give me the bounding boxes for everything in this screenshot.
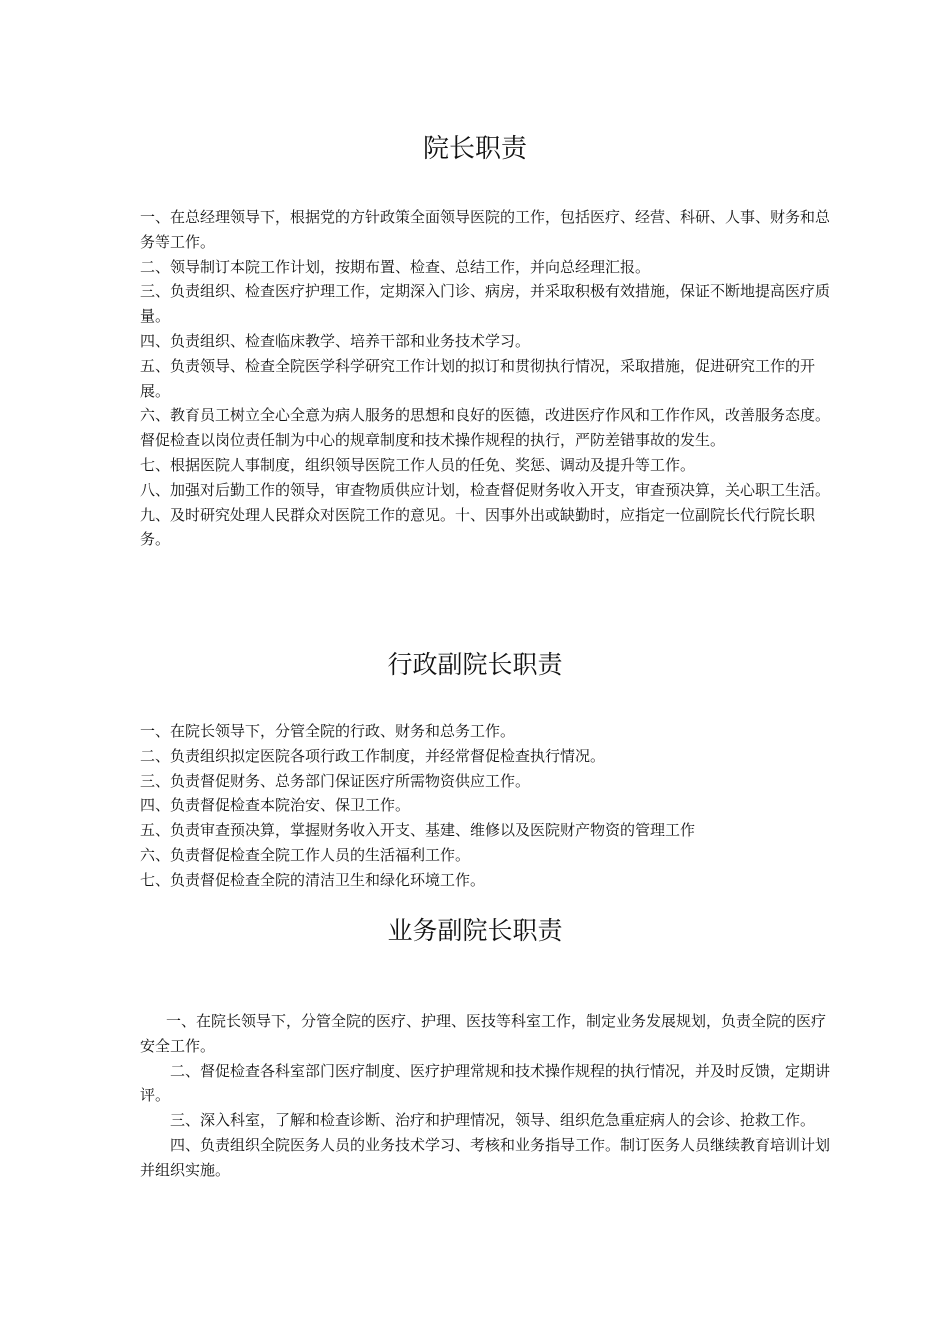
section-title-admin-vice-director: 行政副院长职责 [387,650,563,679]
duty-item: 六、负责督促检查全院工作人员的生活福利工作。 [140,845,471,864]
duty-item: 九、及时研究处理人民群众对医院工作的意见。十、因事外出或缺勤时，应指定一位副院长代行院长职务。 [140,505,816,549]
duty-item: 八、加强对后勤工作的领导，审查物质供应计划，检查督促财务收入开支，审查预决算，关心职工生活。 [140,480,831,499]
duty-item: 一、在院长领导下，分管全院的医疗、护理、医技等科室工作，制定业务发展规划，负责全院的医疗安全工作。 [140,1012,827,1055]
section-title-medical-vice-director: 业务副院长职责 [387,916,563,945]
duty-item: 二、领导制订本院工作计划，按期布置、检查、总结工作，并向总经理汇报。 [140,257,651,276]
duty-item: 三、深入科室，了解和检查诊断、治疗和护理情况，领导、组织危急重症病人的会诊、抢救工作。 [170,1111,816,1130]
duty-item: 三、负责督促财务、总务部门保证医疗所需物资供应工作。 [140,771,531,790]
duty-item: 一、在院长领导下，分管全院的行政、财务和总务工作。 [140,722,516,740]
duty-item: 五、负责领导、检查全院医学科学研究工作计划的拟订和贯彻执行情况，采取措施，促进研究工作的开展。 [140,356,816,400]
duty-item: 六、教育员工树立全心全意为病人服务的思想和良好的医德，改进医疗作风和工作作风，改善服务态度。督促检查以岗位责任制为中心的规章制度和技术操作规程的执行，严防差错事故的发生。 [140,406,831,450]
duty-item: 四、负责组织、检查临床教学、培养干部和业务技术学习。 [140,331,531,350]
admin-vice-director-duties-list [140,719,830,893]
duty-item: 三、负责组织、检查医疗护理工作，定期深入门诊、病房，并采取积极有效措施，保证不断地提高医疗质量。 [140,282,831,326]
director-duties-list [140,205,830,552]
medical-vice-director-duties-list [140,1009,830,1183]
duty-item: 二、督促检查各科室部门医疗制度、医疗护理常规和技术操作规程的执行情况，并及时反馈，定期讲评。 [140,1061,831,1105]
duty-item: 五、负责审查预决算，掌握财务收入开支、基建、维修以及医院财产物资的管理工作 [140,821,696,840]
duty-item: 七、负责督促检查全院的清洁卫生和绿化环境工作。 [140,870,486,889]
duty-item: 四、负责组织全院医务人员的业务技术学习、考核和业务指导工作。制订医务人员继续教育培训计划并组织实施。 [140,1135,831,1179]
section-title-director: 院长职责 [422,134,527,164]
duty-item: 四、负责督促检查本院治安、保卫工作。 [140,796,411,815]
duty-item: 七、根据医院人事制度，组织领导医院工作人员的任免、奖惩、调动及提升等工作。 [140,455,696,474]
duty-item: 一、在总经理领导下，根据党的方针政策全面领导医院的工作，包括医疗、经营、科研、人事、财务和总务等工作。 [140,208,831,251]
duty-item: 二、负责组织拟定医院各项行政工作制度，并经常督促检查执行情况。 [140,746,606,765]
